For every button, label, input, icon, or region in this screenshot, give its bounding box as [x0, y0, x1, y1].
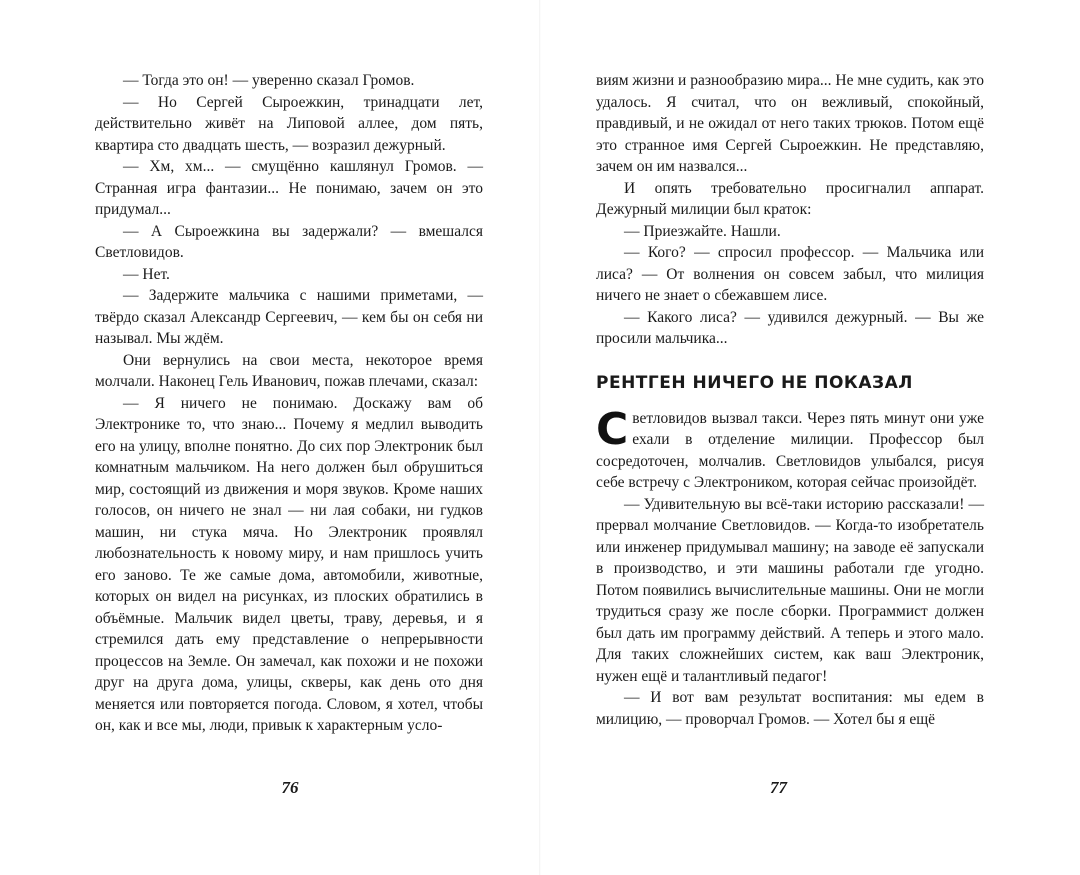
chapter-heading: РЕНТГЕН НИЧЕГО НЕ ПОКАЗАЛ — [596, 372, 913, 393]
right-text-column — [596, 70, 984, 730]
paragraph: — Какого лиса? — удивился дежурный. — Вы же просили мальчика... — [596, 308, 984, 347]
paragraph: И опять требовательно просигналил аппарат. Дежурный милиции был краток: — [596, 179, 984, 218]
dropcap-paragraph — [596, 403, 984, 494]
right-page — [540, 0, 1080, 875]
left-text-column — [95, 70, 483, 737]
page-number-right: 77 — [770, 778, 787, 797]
continuation-paragraph: виям жизни и разнообразию мира... Не мне судить, как это удалось. Я считал, что он вежливый, спокойный, правдивый, и не ожидал от него таких трюков. Потом ещё это странное имя Сергей Сыроежкин. Не представляю, зачем он им назвался... — [596, 72, 984, 175]
paragraph: — Удивительную вы всё-таки историю рассказали! — прервал молчание Светловидов. — Когда-то изобретатель или инженер придумывал машину; на заводе её запускали в производство, и эти машины работали где угодно. Потом появились вычислительные машины. Они не могли трудиться сразу же после сборки. Программист должен был дать им программу действий. А теперь и этого мало. Для таких сложнейших систем, как ваш Электроник, нужен ещё и талантливый педагог! — [596, 495, 984, 685]
paragraph: — А Сыроежкина вы задержали? — вмешался Светловидов. — [95, 222, 483, 261]
dropcap-paragraph-text: ветловидов вызвал такси. Через пять минут они уже ехали в отделение милиции. Профессор был сосредоточен, молчалив. Светловидов улыбался, рисуя себе встречу с Электроником, которая сейчас произойдёт. — [596, 409, 984, 491]
paragraph: — Приезжайте. Нашли. — [624, 222, 781, 240]
paragraph: — Хм, хм... — смущённо кашлянул Громов. — Странная игра фантазии... Не понимаю, зачем он это придумал... — [95, 158, 483, 218]
paragraph: Они вернулись на свои места, некоторое время молчали. Наконец Гель Иванович, пожав плечами, сказал: — [95, 351, 483, 390]
paragraph: — Но Сергей Сыроежкин, тринадцати лет, действительно живёт на Липовой аллее, дом пять, квартира сто двадцать шесть, — возразил дежурный. — [95, 93, 483, 154]
paragraph: — Тогда это он! — уверенно сказал Громов. — [123, 72, 415, 89]
paragraph: — Нет. — [123, 265, 170, 283]
dropcap-letter: С — [596, 403, 629, 455]
paragraph: — Я ничего не понимаю. Доскажу вам об Электронике то, что знаю... Почему я медлил выводить его на улицу, вполне понятно. До сих пор Электроник был комнатным мальчиком. На него должен был обрушиться мир, состоящий из движения и моря звуков. Кроме наших голосов, он ничего не знал — ни лая собаки, ни гудков машин, ни стука мяча. Но Электроник проявлял любознательность к новому миру, и нам пришлось учить его заново. Те же самые дома, автомобили, животные, которых он видел на рисунках, из плоских обратились в объёмные. Мальчик видел цветы, траву, деревья, и я стремился дать ему представление о непрерывности процессов на Земле. Он замечал, как похожи и не похожи друг на друга дома, улицы, скверы, как день ото дня меняется или повторяется погода. Словом, я хотел, чтобы он, как и все мы, люди, привык к характерным усло- — [95, 394, 483, 734]
paragraph: — Задержите мальчика с нашими приметами, — твёрдо сказал Александр Сергеевич, — кем бы он себя ни называл. Мы ждём. — [95, 287, 483, 347]
paragraph: — Кого? — спросил профессор. — Мальчика или лиса? — От волнения он совсем забыл, что милиция ничего не знает о сбежавшем лисе. — [596, 244, 984, 304]
page-number-left: 76 — [281, 778, 299, 797]
paragraph: — И вот вам результат воспитания: мы едем в милицию, — проворчал Громов. — Хотел бы я ещё — [596, 689, 984, 728]
